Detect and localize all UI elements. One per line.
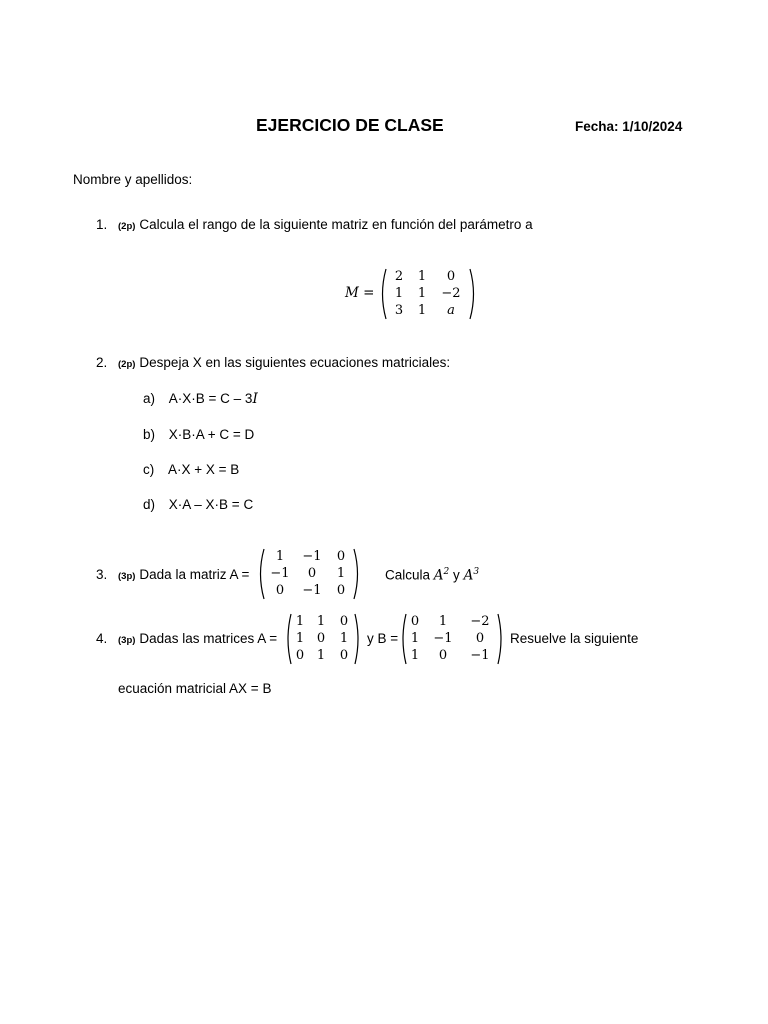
matrix-a-ex4-right-paren (354, 613, 362, 665)
matrix-m-cell: a (447, 303, 455, 318)
exercise-2-item-c (143, 462, 239, 477)
exercise-1-points: (2p) (118, 221, 136, 232)
name-line: Nombre y apellidos: (73, 172, 193, 187)
matrix-b-ex4-cell: −1 (433, 631, 453, 646)
matrix-a-ex3-cell: 0 (275, 583, 285, 598)
matrix-a-ex3 (256, 548, 362, 600)
matrix-a-ex4-left-paren (284, 613, 292, 665)
exercise-2-statement (118, 355, 450, 370)
matrix-m-cell: −2 (441, 286, 461, 301)
matrix-a-ex4-grid (292, 613, 354, 665)
matrix-a-ex3-cell: 1 (275, 549, 285, 564)
matrix-m-cell: 2 (394, 269, 404, 284)
exercise-3-number: 3. (96, 567, 108, 582)
exercise-4-mid: y B = (367, 631, 399, 646)
matrix-m-cell: 0 (446, 269, 456, 284)
matrix-a-ex4-cell: 1 (316, 648, 326, 663)
matrix-b-ex4-cell: 1 (410, 648, 420, 663)
matrix-a-ex3-cell: 1 (336, 566, 346, 581)
matrix-a-ex4-cell: 1 (295, 631, 305, 646)
matrix-a-ex4-cell: 1 (295, 614, 305, 629)
matrix-b-ex4-cell: 0 (410, 614, 420, 629)
exercise-4-points: (3p) (118, 635, 136, 646)
matrix-a-ex3-right-paren (352, 548, 362, 600)
matrix-m-cell: 1 (417, 269, 427, 284)
matrix-b-ex4-cell: 0 (475, 631, 485, 646)
matrix-a-ex3-cell: −1 (270, 566, 290, 581)
matrix-a-ex3-cell: 0 (336, 583, 346, 598)
matrix-a-ex3-cell: 0 (307, 566, 317, 581)
power-exponent-2: 3 (473, 567, 480, 577)
exercise-2-item-d (143, 497, 253, 512)
matrix-b-ex4-grid (407, 613, 497, 665)
matrix-m-name: M = (345, 285, 375, 301)
matrix-a-ex3-cell: 0 (336, 549, 346, 564)
item-equation: A·X·B = C – 3 (168, 391, 253, 406)
page-title: EJERCICIO DE CLASE (256, 115, 444, 135)
exercise-4-after: Resuelve la siguiente (510, 631, 639, 646)
exercise-2-item-a (143, 391, 258, 407)
exercise-4-number: 4. (96, 631, 108, 646)
exercise-2-points: (2p) (118, 359, 136, 370)
matrix-m-cell: 1 (417, 286, 427, 301)
matrix-b-ex4-cell: −1 (470, 648, 490, 663)
matrix-b-ex4-cell: 1 (438, 614, 448, 629)
matrix-a-ex4-cell: 1 (316, 614, 326, 629)
matrix-b-ex4-left-paren (399, 613, 407, 665)
matrix-a-ex4-cell: 0 (316, 631, 326, 646)
exercise-3-calcula (385, 567, 479, 584)
item-equation: X·B·A + C = D (168, 427, 255, 442)
exercise-3-text: Dada la matriz A = (139, 567, 250, 582)
matrix-a-ex4 (284, 613, 362, 665)
exercise-2-item-b (143, 427, 254, 442)
exercise-1-statement (118, 217, 533, 232)
matrix-m-grid (388, 268, 468, 320)
exercise-2-text: Despeja X en las siguientes ecuaciones matriciales: (139, 355, 451, 370)
exercise-3-statement (118, 567, 249, 582)
item-letter: c) (143, 462, 155, 477)
power-base: A (463, 567, 474, 584)
matrix-b-ex4-cell: −2 (470, 614, 490, 629)
matrix-b-ex4-cell: 0 (438, 648, 448, 663)
matrix-m-cell: 1 (394, 286, 404, 301)
conjunction: y (453, 567, 460, 583)
matrix-a-ex3-cell: −1 (302, 583, 322, 598)
exercise-4-continuation: ecuación matricial AX = B (118, 681, 272, 696)
matrix-b-ex4-cell: 1 (410, 631, 420, 646)
date-label: Fecha: 1/10/2024 (575, 119, 683, 134)
matrix-m-cell: 1 (417, 303, 427, 318)
exercise-4-statement (118, 631, 277, 646)
matrix-m-right-paren (468, 268, 478, 320)
matrix-m-cell: 3 (394, 303, 404, 318)
identity-symbol: I (252, 391, 258, 407)
matrix-m-label (345, 285, 374, 301)
matrix-b-ex4-right-paren (497, 613, 505, 665)
item-letter: b) (143, 427, 156, 442)
matrix-a-ex4-cell: 0 (295, 648, 305, 663)
matrix-a-ex3-cell: −1 (302, 549, 322, 564)
item-letter: a) (143, 391, 156, 406)
matrix-b-ex4 (399, 613, 505, 665)
exercise-2-number: 2. (96, 355, 108, 370)
matrix-m (378, 268, 478, 320)
matrix-a-ex3-grid (266, 548, 352, 600)
matrix-a-ex3-left-paren (256, 548, 266, 600)
matrix-a-ex4-cell: 0 (339, 614, 349, 629)
item-letter: d) (143, 497, 156, 512)
matrix-a-ex4-cell: 1 (339, 631, 349, 646)
item-equation: X·A – X·B = C (168, 497, 254, 512)
power-exponent-1: 2 (443, 567, 450, 577)
matrix-a-ex4-cell: 0 (339, 648, 349, 663)
power-base: A (433, 567, 444, 584)
matrix-m-left-paren (378, 268, 388, 320)
exercise-4-text: Dadas las matrices A = (139, 631, 278, 646)
exercise-1-number: 1. (96, 217, 108, 232)
exercise-1-text: Calcula el rango de la siguiente matriz en función del parámetro a (139, 217, 533, 232)
exercise-3-points: (3p) (118, 571, 136, 582)
item-equation: A·X + X = B (168, 462, 240, 477)
calcula-label: Calcula (385, 567, 431, 583)
